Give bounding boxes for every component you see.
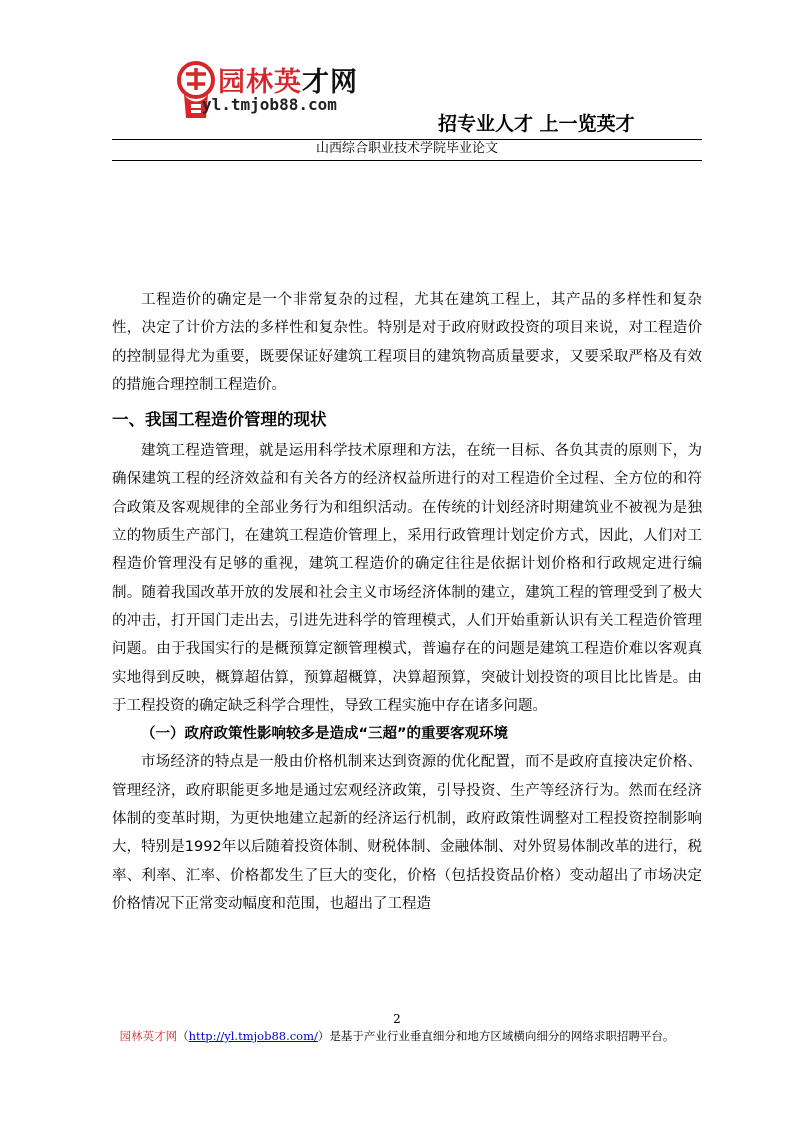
footer-description: ）是基于产业行业垂直细分和地方区域横向细分的网络求职招聘平台。 xyxy=(317,1029,675,1043)
section-heading: 一、我国工程造价管理的现状 xyxy=(112,410,327,430)
logo-name xyxy=(218,60,358,99)
paragraph-intro: 工程造价的确定是一个非常复杂的过程，尤其在建筑工程上，其产品的多样性和复杂性，决定了计价方法的多样性和复杂性。特别是对于政府财政投资的项目来说，对工程造价的控制显得尤为重要，既要保证好建筑工程项目的建筑物高质量要求，又要采取严格及有效的措施合理控制工程造价。 xyxy=(112,292,702,393)
subsection-heading: （一）政府政策性影响较多是造成“三超”的重要客观环境 xyxy=(141,726,509,743)
footer-open-paren: （ xyxy=(177,1029,189,1043)
logo-url: yl.tmjob88.com xyxy=(202,95,337,114)
header-rule-bottom xyxy=(112,160,702,161)
page-footer xyxy=(0,1028,794,1044)
running-header: 山西综合职业技术学院毕业论文 xyxy=(315,141,498,156)
paragraph-market: 市场经济的特点是一般由价格机制来达到资源的优化配置，而不是政府直接决定价格、管理经济，政府职能更多地是通过宏观经济政策，引导投资、生产等经济行为。然而在经济体制的变革时期，为更快地建立起新的经济运行机制，政府政策性调整对工程投资控制影响大，特别是1992年以后随着投资体制、财税体制、金融体制、对外贸易体制改革的进行，税率、利率、汇率、价格都发生了巨大的变化，价格（包括投资品价格）变动超出了市场决定价格情况下正常变动幅度和范围，也超出了工程造 xyxy=(112,754,702,912)
footer-link[interactable]: http://yl.tmjob88.com/ xyxy=(188,1029,318,1043)
slogan: 招专业人才 上一览英才 xyxy=(438,113,635,135)
logo-name-main: 园林英 xyxy=(218,67,302,98)
footer-site-name: 园林英才网 xyxy=(119,1029,178,1043)
logo-name-accent: 才网 xyxy=(302,67,358,98)
paragraph-status: 建筑工程造管理，就是运用科学技术原理和方法，在统一目标、各负其责的原则下，为确保建筑工程的经济效益和有关各方的经济权益所进行的对工程造价全过程、全方位的和符合政策及客观规律的全部业务行为和组织活动。在传统的计划经济时期建筑业不被视为是独立的物质生产部门，在建筑工程造价管理上，采用行政管理计划定价方式，因此，人们对工程造价管理没有足够的重视，建筑工程造价的确定往往是依据计划价格和行政规定进行编制。随着我国改革开放的发展和社会主义市场经济体制的建立，建筑工程的管理受到了极大的冲击，打开国门走出去，引进先进科学的管理模式，人们开始重新认识有关工程造价管理问题。由于我国实行的是概预算定额管理模式，普遍存在的问题是建筑工程造价难以客观真实地得到反映，概算超估算，预算超概算，决算超预算，突破计划投资的项目比比皆是。由于工程投资的确定缺乏科学合理性，导致工程实施中存在诸多问题。 xyxy=(112,443,702,714)
document-body xyxy=(112,286,702,918)
page-number: 2 xyxy=(393,1012,401,1026)
header-rule-top xyxy=(112,139,702,140)
site-logo[interactable] xyxy=(176,58,386,128)
